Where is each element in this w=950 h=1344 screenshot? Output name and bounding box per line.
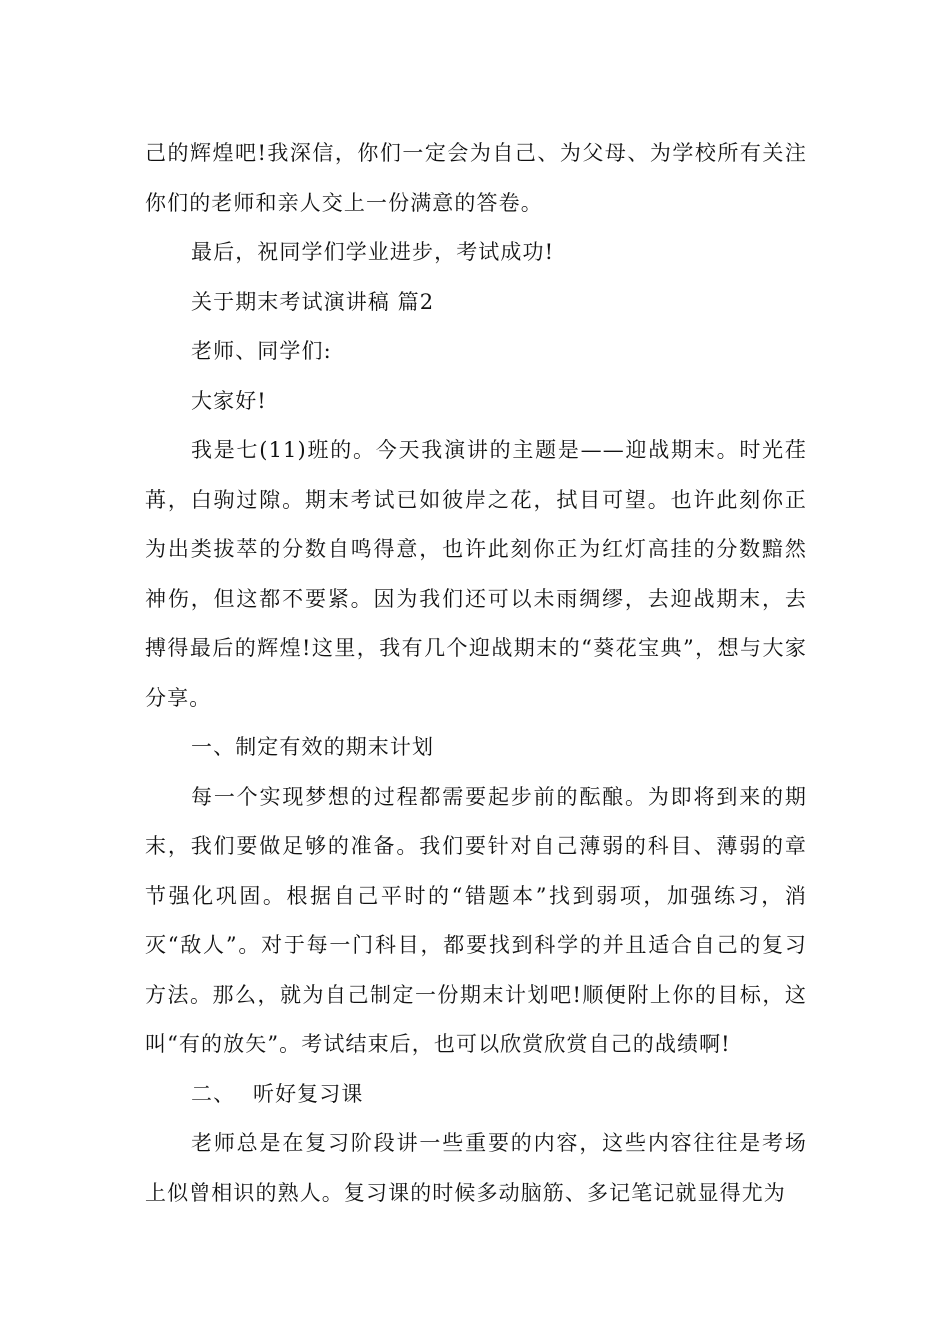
paragraph-continuation: 己的辉煌吧!我深信，你们一定会为自己、为父母、为学校所有关注你们的老师和亲人交上一份满意的答卷。 (145, 141, 807, 215)
paragraph-closing-wish: 最后，祝同学们学业进步，考试成功! (191, 240, 555, 264)
section-title: 关于期末考试演讲稿 篇2 (191, 289, 435, 314)
paragraph-plan: 每一个实现梦想的过程都需要起步前的酝酿。为即将到来的期末，我们要做足够的准备。我们要针对自己薄弱的科目、薄弱的章节强化巩固。根据自己平时的“错题本”找到弱项，加强练习，消灭“敌人”。对于每一门科目，都要找到科学的并且适合自己的复习方法。那么，就为自己制定一份期末计划吧!顺便附上你的目标，这叫“有的放矢”。考试结束后，也可以欣赏欣赏自己的战绩啊! (145, 784, 807, 1056)
paragraph-salutation: 老师、同学们: (191, 339, 332, 363)
heading-review-class: 二、 听好复习课 (191, 1081, 364, 1106)
document-body (145, 129, 807, 1218)
paragraph-review-class: 老师总是在复习阶段讲一些重要的内容，这些内容往往是考场上似曾相识的熟人。复习课的时候多动脑筋、多记笔记就显得尤为 (145, 1131, 807, 1205)
heading-plan: 一、制定有效的期末计划 (191, 735, 435, 759)
paragraph-greeting: 大家好! (191, 388, 267, 413)
paragraph-introduction: 我是七(11)班的。今天我演讲的主题是——迎战期末。时光荏苒，白驹过隙。期末考试已如彼岸之花，拭目可望。也许此刻你正为出类拔萃的分数自鸣得意，也许此刻你正为红灯高挂的分数黯然神伤，但这都不要紧。因为我们还可以未雨绸缪，去迎战期末，去搏得最后的辉煌!这里，我有几个迎战期末的“葵花宝典”，想与大家分享。 (145, 438, 807, 710)
